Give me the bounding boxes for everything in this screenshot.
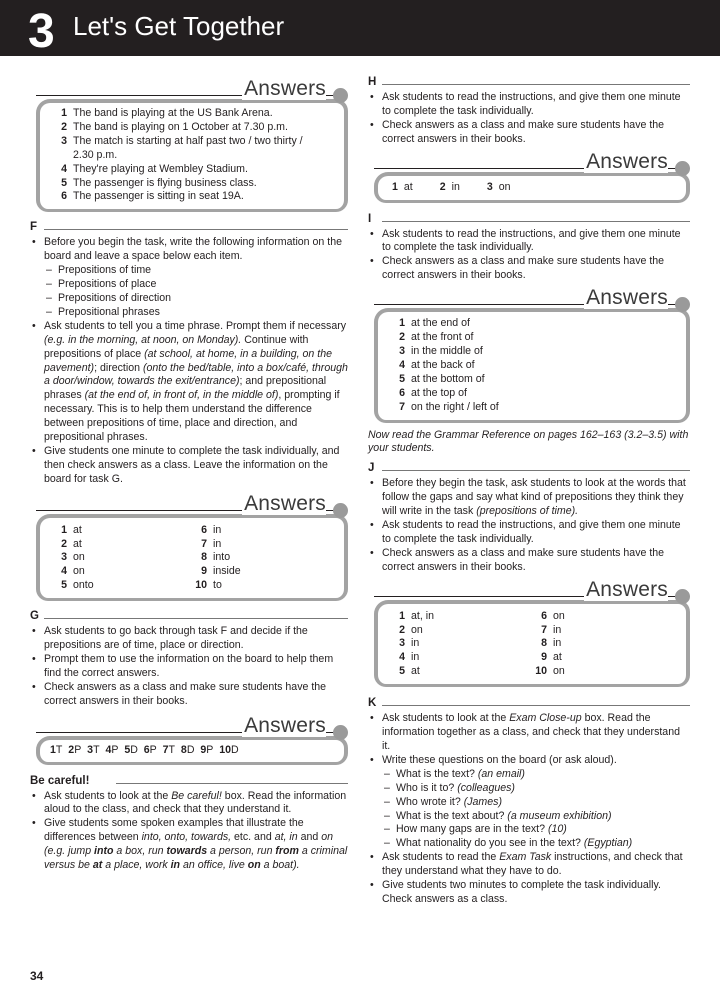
right-column xyxy=(368,76,690,907)
list-item: • Give students two minutes to complete the task individually. Check answers as a class. xyxy=(368,879,690,907)
answer-row: 6 The passenger is sitting in seat 19A. xyxy=(61,190,244,203)
answer-row: 5 at the bottom of xyxy=(399,372,485,385)
list-item: • Ask students to look at the Be careful! box. Read the information aloud to the class, and check that they understand it. xyxy=(30,790,348,818)
section-k-heading: K xyxy=(368,697,690,712)
answers-box-h: Answers 1 at 2 in 3 on xyxy=(374,151,690,203)
answer-row: 6 in xyxy=(201,523,222,536)
answer-row: 9 at xyxy=(541,651,562,664)
list-item: • Before they begin the task, ask students to look at the words that follow the gaps and say what kind of prepositions they think they will write in the task (prepositions of time). xyxy=(368,477,690,519)
answer-row: 3 on xyxy=(61,551,85,564)
unit-number: 3 xyxy=(28,5,55,58)
sub-item: – Prepositions of place xyxy=(44,278,348,292)
list-item: • Ask students to go back through task F and decide if the prepositions are of time, place or direction. xyxy=(30,625,348,653)
section-g-list xyxy=(30,625,348,708)
answers-dot-icon xyxy=(675,589,690,604)
section-g-heading: G xyxy=(30,610,348,625)
be-careful-heading: Be careful! xyxy=(30,775,348,790)
be-careful-list xyxy=(30,790,348,873)
list-item: • Before you begin the task, write the following information on the board and leave a space below each item. – Prepositions of time – Prepositions of place – Prepositions of direction – Prepositional phrases xyxy=(30,236,348,319)
answers-g-inline: 1T 2P 3T 4P 5D 6P 7T 8D 9P 10D xyxy=(36,736,348,765)
answers-box-f xyxy=(36,493,348,602)
section-i-heading: I xyxy=(368,213,690,228)
question-item: – What is the text? (an email) xyxy=(382,768,690,782)
section-h-list xyxy=(368,91,690,147)
list-item: • Check answers as a class and make sure students have the correct answers in their books. xyxy=(30,681,348,709)
answers-box-e xyxy=(36,78,348,212)
list-item: • Ask students to read the instructions, and give them one minute to complete the task individually. xyxy=(368,519,690,547)
section-i-list xyxy=(368,228,690,284)
answer-row: 3 in xyxy=(399,637,420,650)
list-item: • Ask students to tell you a time phrase. Prompt them if necessary (e.g. in the morning, at noon, on Monday). Continue with prepositions of place (at school, at home, in a building, on the pavement); direction (onto the bed/table, into a box/café, through a door/window, towards the exit/entrance); and prepositional phrases (at the end of, in front of, in the middle of), prompting if necessary. This is to help them understand the difference between prepositions of time, place and direction, and prepositional phrases. xyxy=(30,320,348,445)
answer-row: 4 They're playing at Wembley Stadium. xyxy=(61,162,248,175)
unit-header xyxy=(0,0,720,56)
answers-heading: Answers xyxy=(586,577,668,601)
answer-row: 8 in xyxy=(541,637,562,650)
list-item: • Check answers as a class and make sure students have the correct answers in their books. xyxy=(368,255,690,283)
answer-row: 10 on xyxy=(535,665,565,678)
answers-heading: Answers xyxy=(586,149,668,173)
left-column xyxy=(30,78,348,873)
answer-row: 7 on the right / left of xyxy=(399,400,499,413)
answer-row: 1 at xyxy=(61,523,82,536)
list-item: • Ask students to read the Exam Task instructions, and check that they understand what they have to do. xyxy=(368,851,690,879)
answer-row: 2 at the front of xyxy=(399,331,474,344)
section-j-heading: J xyxy=(368,462,690,477)
answer-row: 4 at the back of xyxy=(399,358,475,371)
answer-row: 7 in xyxy=(541,623,562,636)
answer-row: 2 on xyxy=(399,623,423,636)
section-h-heading: H xyxy=(368,76,690,91)
answers-dot-icon xyxy=(333,725,348,740)
answers-heading: Answers xyxy=(244,77,326,100)
answer-row: 1 at the end of xyxy=(399,317,470,330)
answer-row: 7 in xyxy=(201,537,222,550)
section-f-heading: F xyxy=(30,221,348,236)
answer-row: 10 to xyxy=(195,579,222,592)
question-item: – How many gaps are in the text? (10) xyxy=(382,823,690,837)
list-item: • Ask students to look at the Exam Close-up box. Read the information together as a class, and check that they understand it. xyxy=(368,712,690,754)
answer-row: 3 in the middle of xyxy=(399,344,483,357)
section-f-list xyxy=(30,236,348,486)
list-item: • Check answers as a class and make sure students have the correct answers in their books. xyxy=(368,119,690,147)
list-item: • Ask students to read the instructions, and give them one minute to complete the task individually. xyxy=(368,228,690,256)
answer-row: 5 at xyxy=(399,665,420,678)
answer-row: 2 The band is playing on 1 October at 7.30 p.m. xyxy=(61,120,288,133)
answers-heading: Answers xyxy=(586,286,668,310)
answers-dot-icon xyxy=(675,297,690,312)
list-item: • Ask students to read the instructions, and give them one minute to complete the task individually. xyxy=(368,91,690,119)
answer-row: 3 The match is starting at half past two / two thirty / 2.30 p.m. xyxy=(61,134,303,161)
answer-row: 2 at xyxy=(61,537,82,550)
list-item: • Prompt them to use the information on the board to help them find the correct answers. xyxy=(30,653,348,681)
answers-box-g xyxy=(36,715,348,765)
answers-dot-icon xyxy=(333,503,348,518)
grammar-reference-note: Now read the Grammar Reference on pages 162–163 (3.2–3.5) with your students. xyxy=(368,428,689,455)
sub-item: – Prepositions of time xyxy=(44,264,348,278)
list-item: • Give students some spoken examples that illustrate the differences between into, onto, towards, etc. and at, in and on (e.g. jump into a box, run towards a person, run from a criminal versus be at a place, work in an office, live on a boat). xyxy=(30,817,348,873)
answer-row: 6 on xyxy=(541,609,565,622)
list-item: • Write these questions on the board (or ask aloud). – What is the text? (an email) – Who is it to? (colleagues) – Who wrote it? (James) – What is the text about? (a museum exhibition) – How many gaps are in the text? (10) – What nationality do you see in the text? (Egyptian) xyxy=(368,754,690,851)
answers-dot-icon xyxy=(333,88,348,103)
answers-box-j xyxy=(374,579,690,688)
section-k-list xyxy=(368,712,690,907)
answer-row: 4 on xyxy=(61,565,85,578)
sub-item: – Prepositions of direction xyxy=(44,292,348,306)
answer-row: 4 in xyxy=(399,651,420,664)
answers-box-i xyxy=(374,287,690,422)
answers-dot-icon xyxy=(675,161,690,176)
question-item: – What is the text about? (a museum exhibition) xyxy=(382,810,690,824)
page-number: 34 xyxy=(30,969,44,983)
question-item: – Who wrote it? (James) xyxy=(382,796,690,810)
question-item: – Who is it to? (colleagues) xyxy=(382,782,690,796)
list-item: • Check answers as a class and make sure students have the correct answers in their books. xyxy=(368,547,690,575)
question-item: – What nationality do you see in the text? (Egyptian) xyxy=(382,837,690,851)
section-j-list xyxy=(368,477,690,574)
sub-item: – Prepositional phrases xyxy=(44,306,348,320)
answers-heading: Answers xyxy=(244,713,326,737)
list-item: • Give students one minute to complete the task individually, and then check answers as a class. Leave the information on the board for task G. xyxy=(30,445,348,487)
answers-heading: Answers xyxy=(244,491,326,515)
answer-row: 1 at, in xyxy=(399,609,434,622)
answer-row: 5 onto xyxy=(61,579,94,592)
unit-title: Let's Get Together xyxy=(73,11,285,41)
answer-row: 5 The passenger is flying business class. xyxy=(61,176,257,189)
answer-row: 9 inside xyxy=(201,565,241,578)
answer-row: 6 at the top of xyxy=(399,386,467,399)
answer-row: 1 The band is playing at the US Bank Arena. xyxy=(61,107,273,119)
answer-row: 8 into xyxy=(201,551,231,564)
